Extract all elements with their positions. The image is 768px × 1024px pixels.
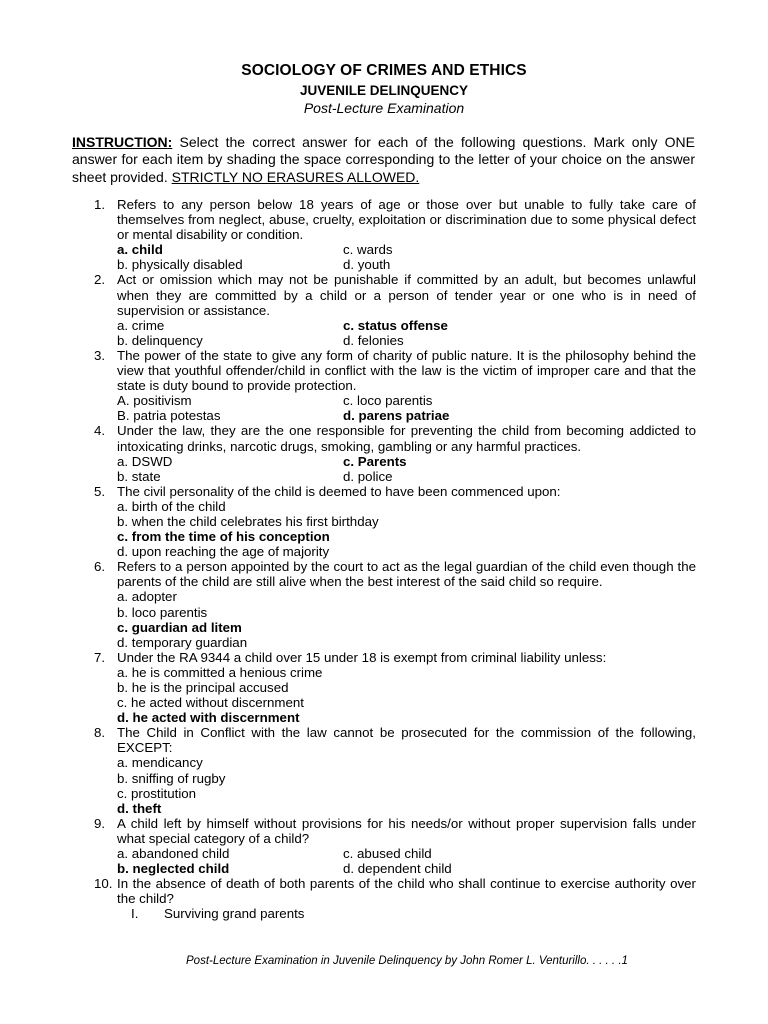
instruction-label: INSTRUCTION: [72, 134, 168, 150]
answer-option: d. felonies: [343, 332, 404, 348]
question-number: 4.: [94, 423, 106, 439]
question-item: [72, 197, 696, 272]
answer-option: d. temporary guardian: [117, 634, 248, 650]
question-number: 5.: [94, 483, 106, 499]
answer-option: d. dependent child: [343, 861, 452, 877]
question-number: 7.: [94, 649, 106, 665]
answer-option: c. wards: [343, 242, 393, 258]
answer-option: d. youth: [343, 257, 391, 273]
answer-row: [117, 469, 696, 484]
answer-row: [117, 257, 696, 272]
question-number: 6.: [94, 559, 106, 575]
instruction-colon: :: [167, 134, 173, 150]
question-number: 1.: [94, 197, 106, 212]
answer-row: [117, 333, 696, 348]
answer-option: b. he is the principal accused: [117, 680, 289, 695]
answer-row: [117, 861, 696, 876]
question-item: [72, 725, 696, 816]
question-text: A child left by himself without provisions for his needs/or without proper supervision falls under what special category of a child?: [117, 815, 696, 846]
question-item: [72, 348, 696, 423]
question-text: The civil personality of the child is deemed to have been commenced upon:: [117, 483, 561, 499]
correct-answer-option: c. guardian ad litem: [117, 619, 242, 635]
answer-option: a. crime: [117, 317, 165, 333]
document-subtitle: JUVENILE DELINQUENCY: [299, 83, 469, 98]
sub-item-text: Surviving grand parents: [164, 906, 305, 922]
question-number: 8.: [94, 725, 106, 741]
answer-option: c. prostitution: [117, 785, 197, 801]
correct-answer-option: d. he acted with discernment: [117, 710, 300, 726]
answer-row: [117, 408, 696, 423]
exam-type: Post-Lecture Examination: [303, 100, 465, 116]
answer-option: c. abused child: [343, 846, 432, 862]
answer-option: b. sniffing of rugby: [117, 770, 226, 786]
sub-item: [117, 906, 696, 921]
question-item: [72, 876, 696, 921]
question-number: 9.: [94, 815, 106, 831]
question-list: [72, 197, 696, 922]
instruction-warning: STRICTLY NO ERASURES ALLOWED.: [171, 168, 420, 185]
answer-option: c. loco parentis: [343, 393, 433, 409]
answer-row: [117, 846, 696, 861]
answer-row: [117, 242, 696, 257]
question-text: The Child in Conflict with the law cannot be prosecuted for the commission of the following, EXCEPT:: [117, 725, 696, 756]
answer-option: B. patria potestas: [117, 408, 221, 424]
correct-answer-option: d. parens patriae: [343, 408, 450, 424]
answer-option: b. delinquency: [117, 332, 203, 348]
answer-option: a. mendicancy: [117, 755, 203, 771]
correct-answer-option: a. child: [117, 242, 163, 258]
correct-answer-option: c. from the time of his conception: [117, 529, 330, 545]
question-item: [72, 423, 696, 483]
answer-option: b. state: [117, 468, 161, 484]
instruction-paragraph: [72, 134, 695, 186]
question-text: Act or omission which may not be punishable if committed by an adult, but becomes unlawful when they are committed by a child or a person of tender year or one who is in need of supervision or assistance.: [117, 272, 696, 318]
question-item: [72, 816, 696, 876]
answer-option: A. positivism: [117, 393, 192, 409]
sub-item-numeral: I.: [131, 906, 139, 922]
question-item: [72, 559, 696, 650]
answer-option: a. birth of the child: [117, 498, 226, 514]
correct-answer-option: d. theft: [117, 800, 162, 816]
page-footer: Post-Lecture Examination in Juvenile Delinquency by John Romer L. Venturillo. . . . . .1: [186, 955, 628, 967]
answer-option: b. when the child celebrates his first birthday: [117, 513, 379, 529]
answer-option: a. he is committed a henious crime: [117, 664, 323, 680]
question-item: [72, 272, 696, 347]
question-text: Refers to a person appointed by the court to act as the legal guardian of the child even though the parents of the child are still alive when the best interest of the said child so require.: [117, 559, 696, 590]
question-item: [72, 484, 696, 559]
question-text: Under the law, they are the one responsible for preventing the child from becoming addicted to intoxicating drinks, narcotic drugs, smoking, gambling or any harmful practices.: [117, 423, 696, 454]
question-text: The power of the state to give any form of charity of public nature. It is the philosophy behind the view that youthful offender/child in conflict with the law is the victim of improper care and that the state is duty bound to provide protection.: [117, 347, 696, 394]
question-text: Refers to any person below 18 years of age or those over but unable to fully take care of themselves from neglect, abuse, cruelty, exploitation or discrimination due to some physical defect or mental disability or condition.: [117, 197, 696, 243]
question-number: 10.: [94, 876, 113, 892]
correct-answer-option: c. Parents: [343, 453, 407, 469]
question-text: In the absence of death of both parents of the child who shall continue to exercise authority over the child?: [117, 876, 696, 907]
answer-option: a. DSWD: [117, 453, 173, 469]
question-number: 3.: [94, 347, 106, 363]
answer-row: [117, 393, 696, 408]
answer-row: [117, 318, 696, 333]
document-title: SOCIOLOGY OF CRIMES AND ETHICS: [241, 62, 527, 79]
answer-option: c. he acted without discernment: [117, 695, 304, 711]
answer-option: a. adopter: [117, 589, 177, 605]
question-text: Under the RA 9344 a child over 15 under 18 is exempt from criminal liability unless:: [117, 649, 607, 665]
correct-answer-option: b. neglected child: [117, 861, 230, 877]
answer-option: a. abandoned child: [117, 846, 230, 862]
answer-option: b. loco parentis: [117, 604, 208, 620]
answer-option: d. upon reaching the age of majority: [117, 544, 330, 560]
question-number: 2.: [94, 272, 106, 288]
correct-answer-option: c. status offense: [343, 317, 448, 333]
instruction-text: Select the correct answer for each of the following questions. Mark only ONE answer for each item by shading the space corresponding to the letter of your choice on the answer sheet provided.: [72, 134, 695, 185]
answer-option: b. physically disabled: [117, 257, 243, 273]
answer-option: d. police: [343, 468, 393, 484]
question-item: [72, 650, 696, 725]
answer-row: [117, 454, 696, 469]
